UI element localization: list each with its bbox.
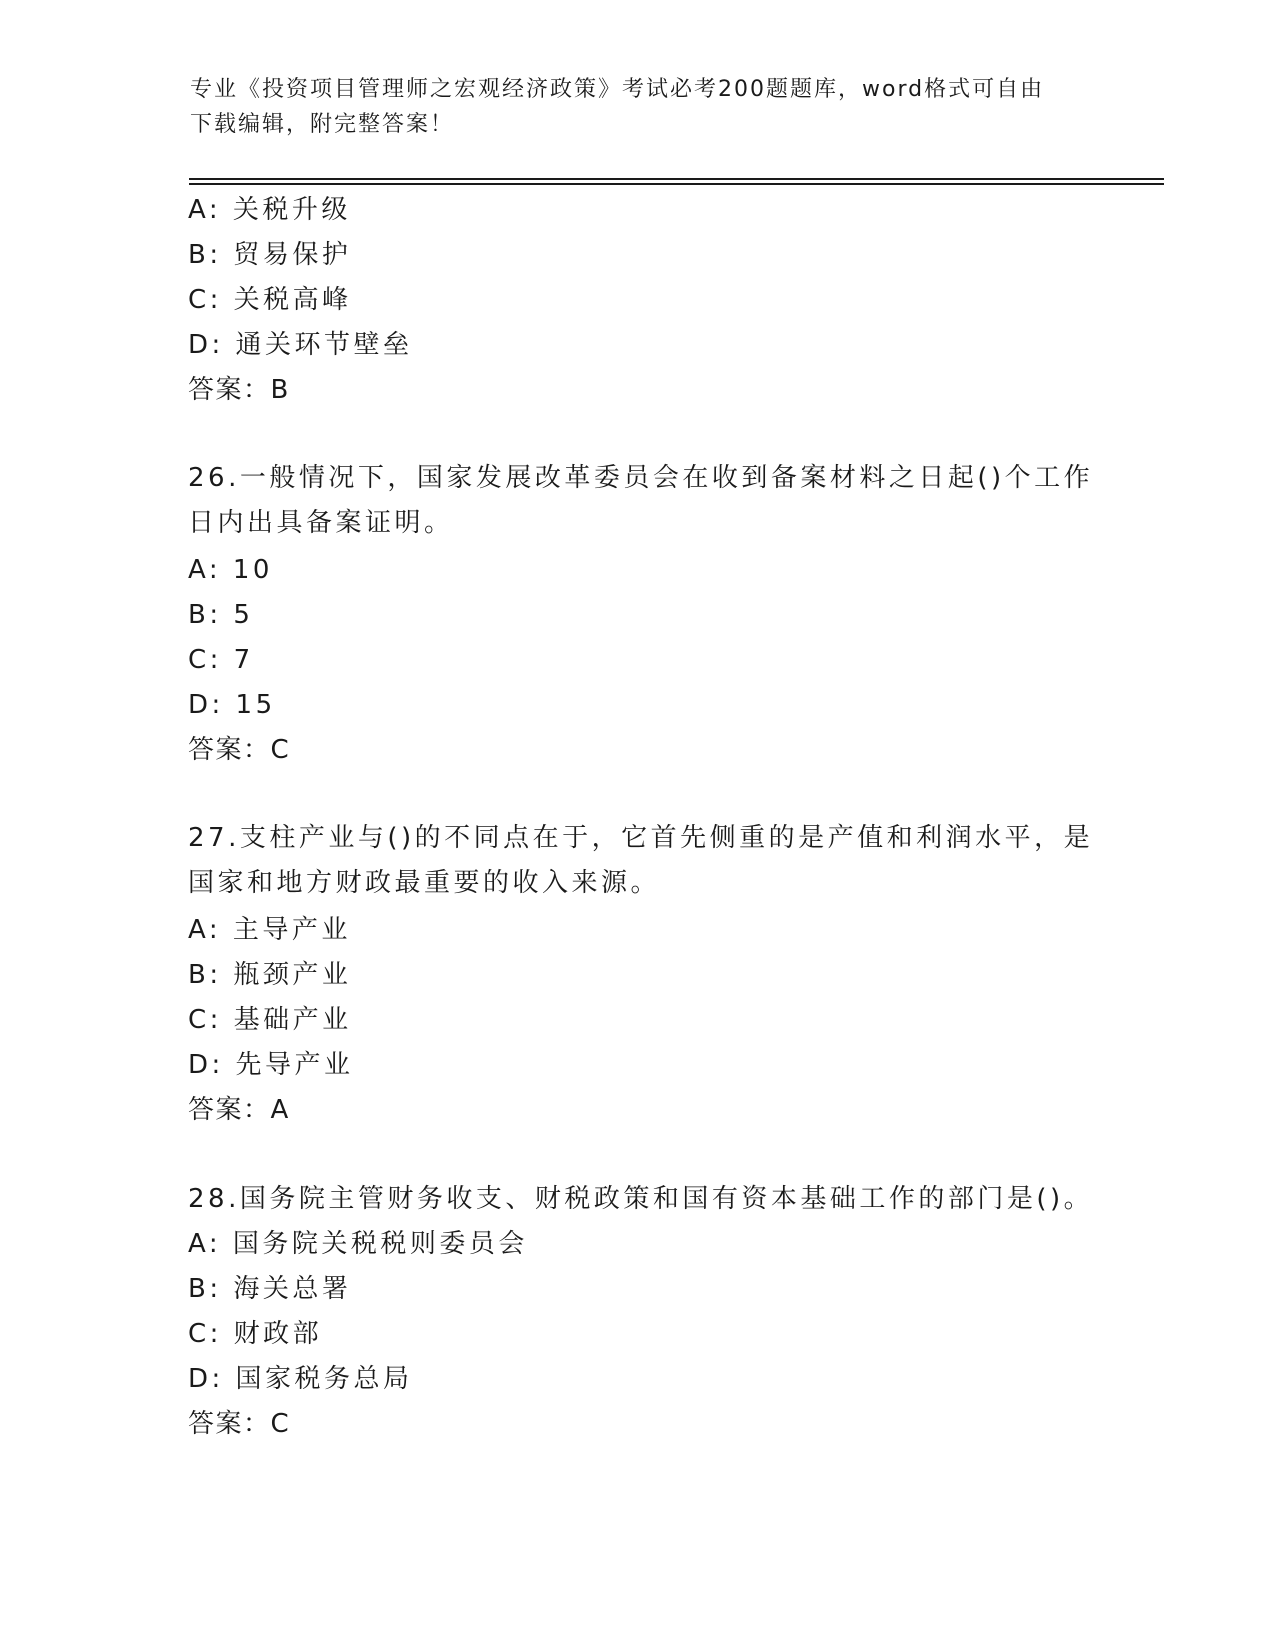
header-rule-top xyxy=(189,178,1164,180)
document-header xyxy=(190,72,1090,142)
q26-option-c: C: 7 xyxy=(188,645,254,675)
q27-option-d: D: 先导产业 xyxy=(188,1050,354,1080)
q27-stem-line-2: 国家和地方财政最重要的收入来源。 xyxy=(188,868,661,898)
q26-answer: 答案：C xyxy=(188,735,291,765)
q26-option-d: D: 15 xyxy=(188,690,276,720)
q26-option-b: B: 5 xyxy=(188,600,254,630)
q25-option-b: B: 贸易保护 xyxy=(188,240,352,270)
q25-answer: 答案：B xyxy=(188,375,290,405)
q28-option-b: B: 海关总署 xyxy=(188,1274,352,1304)
q27-option-b: B: 瓶颈产业 xyxy=(188,960,352,990)
q26-option-a: A: 10 xyxy=(188,555,273,585)
header-line-2: 下载编辑，附完整答案！ xyxy=(190,112,455,137)
q28-option-c: C: 财政部 xyxy=(188,1319,323,1349)
q28-option-d: D: 国家税务总局 xyxy=(188,1364,413,1394)
q26-stem-line-1: 26.一般情况下，国家发展改革委员会在收到备案材料之日起()个工作 xyxy=(188,463,1094,493)
q28-option-a: A: 国务院关税税则委员会 xyxy=(188,1229,528,1259)
q28-answer: 答案：C xyxy=(188,1409,291,1439)
q25-option-c: C: 关税高峰 xyxy=(188,285,352,315)
header-line-1: 专业《投资项目管理师之宏观经济政策》考试必考200题题库，word格式可自由 xyxy=(190,77,1045,102)
q27-option-a: A: 主导产业 xyxy=(188,915,351,945)
header-rule-bottom xyxy=(189,183,1164,185)
q25-option-d: D: 通关环节壁垒 xyxy=(188,330,413,360)
q27-option-c: C: 基础产业 xyxy=(188,1005,352,1035)
q28-stem-line-1: 28.国务院主管财务收支、财税政策和国有资本基础工作的部门是()。 xyxy=(188,1184,1094,1214)
q25-option-a: A: 关税升级 xyxy=(188,195,351,225)
q27-stem-line-1: 27.支柱产业与()的不同点在于，它首先侧重的是产值和利润水平，是 xyxy=(188,823,1094,853)
q27-answer: 答案：A xyxy=(188,1095,290,1125)
q26-stem-line-2: 日内出具备案证明。 xyxy=(188,508,454,538)
